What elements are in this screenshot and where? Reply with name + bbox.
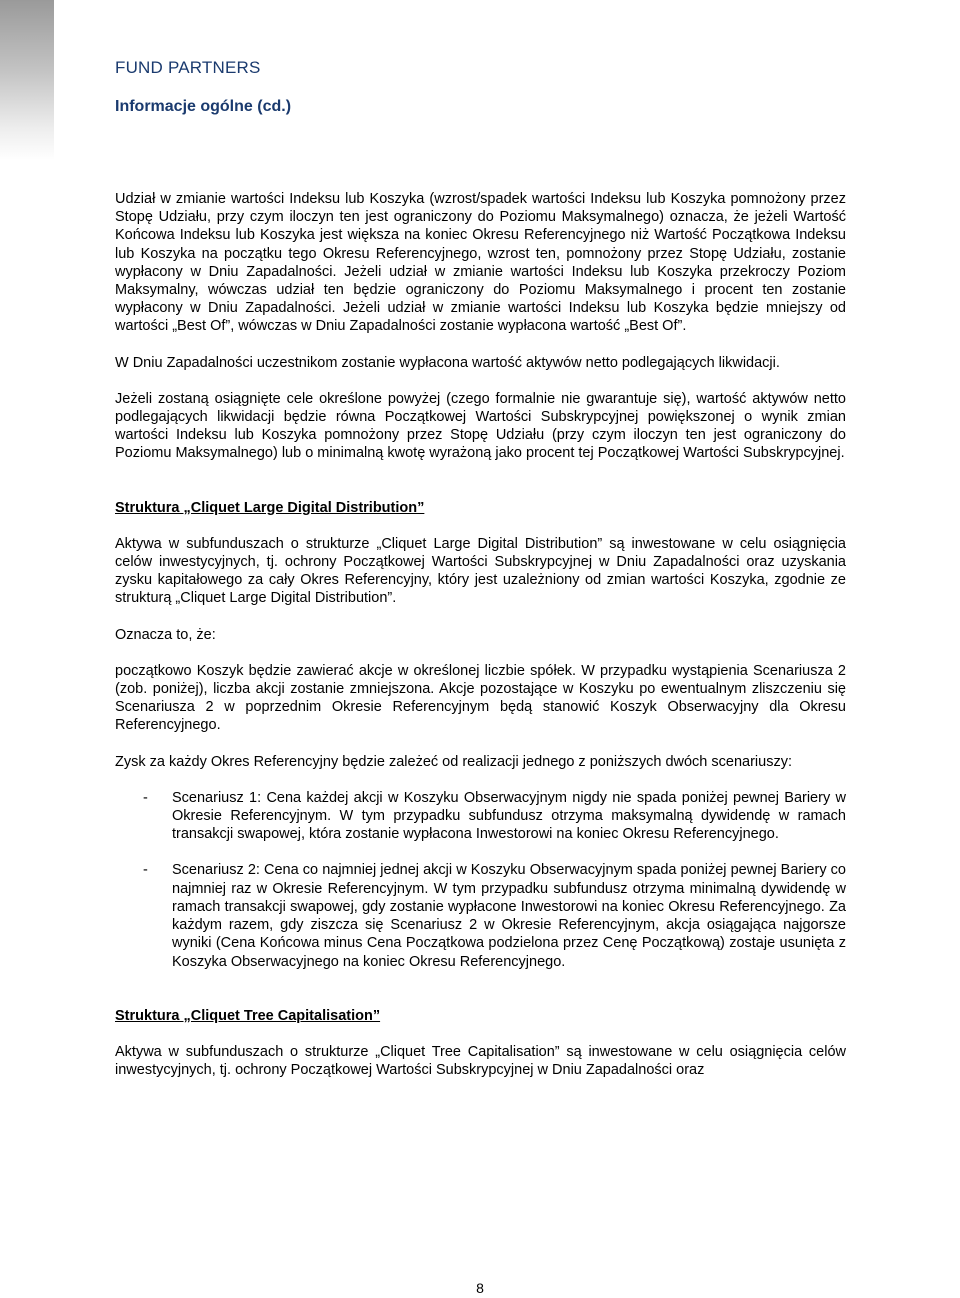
paragraph-structure-description: Aktywa w subfunduszach o strukturze „Cliquet Large Digital Distribution” są inwestowane w celu osiągnięcia celów inwestycyjnych, tj. ochrony Początkowej Wartości Subskrypcyjnej w Dniu Zapadalności oraz uzyskania zysku kapitałowego za cały Okres Referencyjny, który jest uzależniony od zmian wartości Koszyka, zgodnie ze strukturą „Cliquet Large Digital Distribution”.: [115, 535, 846, 607]
paragraph-meaning: Oznacza to, że:: [115, 626, 216, 643]
company-name: FUND PARTNERS: [115, 58, 261, 77]
paragraph-profit-scenarios: Zysk za każdy Okres Referencyjny będzie zależeć od realizacji jednego z poniższych dwóch scenariuszy:: [115, 753, 792, 770]
list-item-text: Scenariusz 2: Cena co najmniej jednej akcji w Koszyku Obserwacyjnym spada poniżej pewnej Bariery co najmniej raz w Okresie Referencyjnym. W tym przypadku subfundusz otrzyma minimalną dywidendę w ramach transakcji swapowej, gdy zostanie wypłacone Inwestorowi na koniec Okresu Referencyjnego. Za każdym razem, gdy ziszcza się Scenariusz 2 w Okresie Referencyjnym, akcja osiągająca najgorsze wyniki (Cena Końcowa minus Cena Początkowa podzielona przez Cenę Początkową) zostaje usunięta z Koszyka Obserwacyjnego na koniec Okresu Referencyjnego.: [172, 862, 846, 970]
list-dash: -: [143, 789, 148, 806]
paragraph-basket-initial: początkowo Koszyk będzie zawierać akcje w określonej liczbie spółek. W przypadku wystąpienia Scenariusza 2 (zob. poniżej), liczba akcji zostanie zmniejszona. Akcje pozostające w Koszyku po ewentualnym zliszczeniu się Scenariusza 2 w poprzednim Okresie Referencyjnym będą stanowić Koszyk Obserwacyjny dla Okresu Referencyjnego.: [115, 662, 846, 734]
heading-cliquet-large-digital: Struktura „Cliquet Large Digital Distribution”: [115, 499, 425, 516]
decorative-side-bar: [0, 0, 54, 160]
list-item-text: Scenariusz 1: Cena każdej akcji w Koszyku Obserwacyjnym nigdy nie spada poniżej pewnej Bariery w Okresie Referencyjnym. W tym przypadku subfundusz otrzyma maksymalną dywidendę w ramach transakcji swapowej, która zostanie wypłacona Inwestorowi na koniec Okresu Referencyjnego.: [172, 789, 846, 843]
document-body: [115, 190, 846, 1097]
spacer: [115, 989, 846, 1007]
page-number: 8: [476, 1280, 484, 1296]
paragraph-participation: Udział w zmianie wartości Indeksu lub Koszyka (wzrost/spadek wartości Indeksu lub Koszyka pomnożony przez Stopę Udziału, przy czym iloczyn ten jest ograniczony do Poziomu Maksymalnego) oznacza, że jeżeli Wartość Końcowa Indeksu lub Koszyka jest większa na koniec Okresu Referencyjnego niż Wartość Początkowa Indeksu lub Koszyka na początku tego Okresu Referencyjnego, wzrost ten, pomnożony przez Stopę Udziału, zostanie wypłacony w Dniu Zapadalności. Jeżeli udział w zmianie wartości Indeksu lub Koszyka przekroczy Poziom Maksymalny, wówczas udział ten będzie ograniczony do Poziomu Maksymalnego i procent ten zostanie wypłacony w Dniu Zapadalności. Jeżeli udział w zmianie wartości Indeksu lub Koszyka będzie mniejszy od wartości „Best Of”, wówczas w Dniu Zapadalności zostanie wypłacona wartość „Best Of”.: [115, 191, 846, 335]
list-dash: -: [143, 862, 148, 879]
heading-cliquet-tree-capitalisation: Struktura „Cliquet Tree Capitalisation”: [115, 1007, 381, 1024]
paragraph-maturity-payout: W Dniu Zapadalności uczestnikom zostanie wypłacona wartość aktywów netto podlegających likwidacji.: [115, 354, 780, 371]
list-item-scenario-2: [115, 861, 846, 970]
paragraph-net-assets: Jeżeli zostaną osiągnięte cele określone powyżej (czego formalnie nie gwarantuje się), wartość aktywów netto podlegających likwidacji będzie równa Początkowej Wartości Subskrypcyjnej powiększonej o wynik zmian wartości Indeksu lub Koszyka pomnożony przez Stopę Udziału (przy czym iloczyn ten jest ograniczony do Poziomu Maksymalnego) lub o minimalną kwotę wyrażoną jako procent tej Początkowej Wartości Subskrypcyjnej.: [115, 390, 846, 462]
section-title: Informacje ogólne (cd.): [115, 98, 292, 115]
list-item-scenario-1: [115, 789, 846, 844]
paragraph-tree-capitalisation: Aktywa w subfunduszach o strukturze „Cliquet Tree Capitalisation” są inwestowane w celu osiągnięcia celów inwestycyjnych, tj. ochrony Początkowej Wartości Subskrypcyjnej w Dniu Zapadalności oraz: [115, 1043, 846, 1079]
spacer: [115, 481, 846, 499]
